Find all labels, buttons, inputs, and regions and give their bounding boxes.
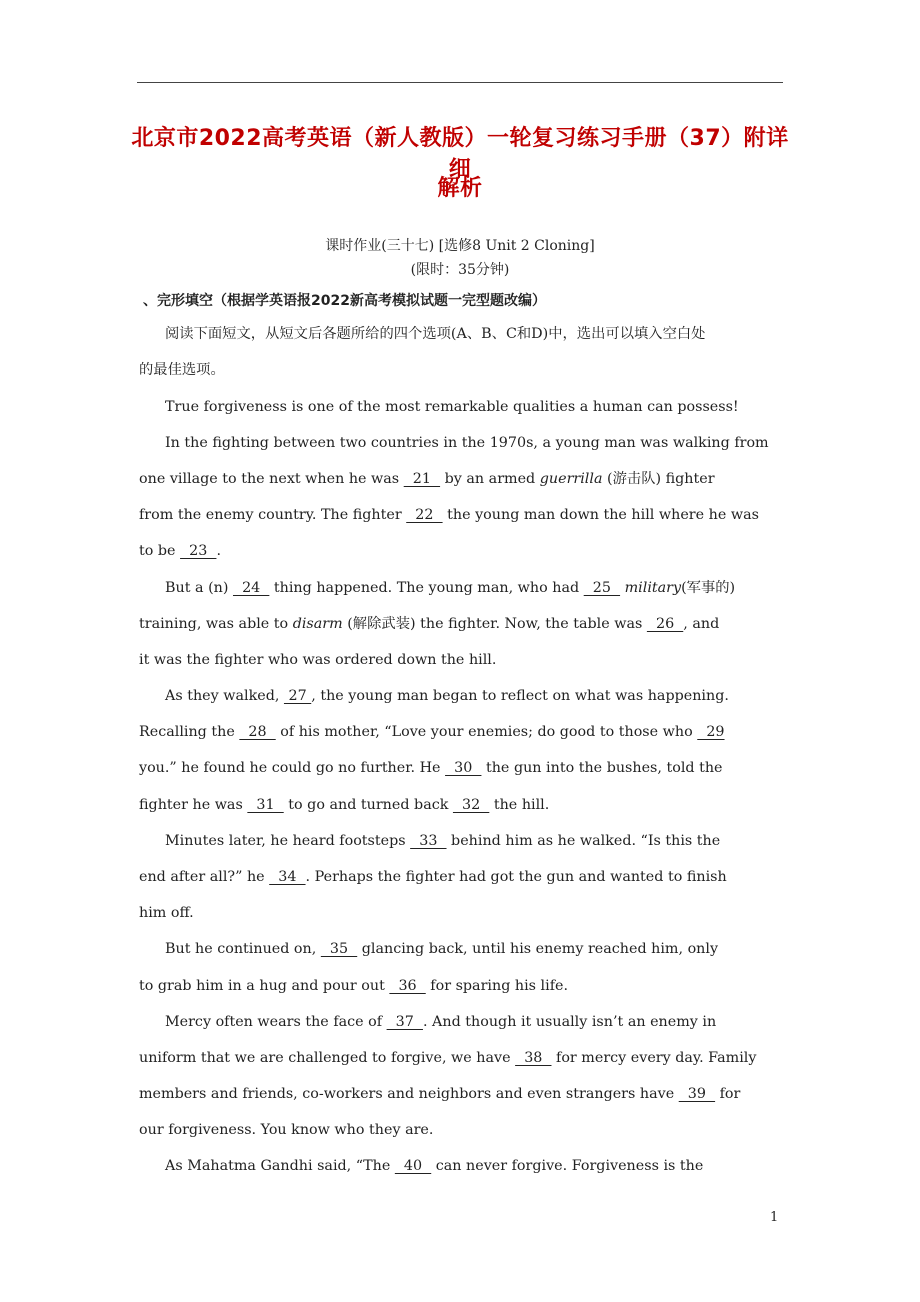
passage-line: Minutes later, he heard footsteps 33 behind him as he walked. “Is this the bbox=[165, 833, 721, 849]
passage-line: But he continued on, 35 glancing back, until his enemy reached him, only bbox=[165, 941, 719, 957]
blank-40: 40 bbox=[394, 1158, 432, 1174]
blank-37: 37 bbox=[386, 1014, 423, 1030]
document-title-line-1: 北京市2022高考英语（新人教版）一轮复习练习手册（37）附详细 bbox=[131, 126, 789, 182]
passage-line: end after all?” he 34 . Perhaps the fighter had got the gun and wanted to finish bbox=[139, 869, 727, 885]
passage-line: to be 23 . bbox=[139, 543, 221, 559]
passage-line: him off. bbox=[139, 905, 194, 921]
blank-23: 23 bbox=[180, 543, 217, 559]
passage-line: True forgiveness is one of the most remarkable qualities a human can possess! bbox=[165, 399, 739, 415]
passage-line: one village to the next when he was 21 by an armed guerrilla (游击队) fighter bbox=[139, 471, 715, 487]
assignment-subtitle: 课时作业(三十七) [选修8 Unit 2 Cloning] bbox=[325, 238, 595, 254]
passage-line: fighter he was 31 to go and turned back 32 the hill. bbox=[139, 797, 550, 813]
blank-25: 25 bbox=[583, 580, 621, 596]
blank-36: 36 bbox=[389, 978, 426, 994]
blank-38: 38 bbox=[515, 1050, 552, 1066]
passage-line: it was the fighter who was ordered down the hill. bbox=[139, 652, 497, 668]
instructions-line-1: 阅读下面短文，从短文后各题所给的四个选项(A、B、C和D)中，选出可以填入空白处 bbox=[165, 326, 706, 342]
passage-line: As Mahatma Gandhi said, “The 40 can never forgive. Forgiveness is the bbox=[165, 1158, 704, 1174]
blank-30: 30 bbox=[445, 760, 482, 776]
passage-line: our forgiveness. You know who they are. bbox=[139, 1122, 434, 1138]
passage-line: But a (n) 24 thing happened. The young man, who had 25 military(军事的) bbox=[165, 580, 736, 596]
blank-39: 39 bbox=[678, 1086, 716, 1102]
passage-line: members and friends, co-workers and neighbors and even strangers have 39 for bbox=[139, 1086, 741, 1102]
blank-21: 21 bbox=[403, 471, 441, 487]
passage-line: training, was able to disarm (解除武装) the fighter. Now, the table was 26 , and bbox=[139, 616, 720, 632]
passage-line: Mercy often wears the face of 37 . And though it usually isn’t an enemy in bbox=[165, 1014, 717, 1030]
passage-line: uniform that we are challenged to forgive, we have 38 for mercy every day. Family bbox=[139, 1050, 757, 1066]
passage-line: to grab him in a hug and pour out 36 for sparing his life. bbox=[139, 978, 568, 994]
passage-line: In the fighting between two countries in the 1970s, a young man was walking from bbox=[165, 435, 769, 451]
time-limit: (限时：35分钟) bbox=[410, 262, 510, 278]
instructions-line-2: 的最佳选项。 bbox=[139, 362, 225, 378]
passage-line: you.” he found he could go no further. He 30 the gun into the bushes, told the bbox=[139, 760, 723, 776]
blank-27: 27 bbox=[283, 688, 312, 704]
blank-29: 29 bbox=[697, 724, 725, 740]
header-rule bbox=[137, 82, 783, 83]
page-number: 1 bbox=[770, 1210, 779, 1225]
blank-32: 32 bbox=[452, 797, 490, 813]
blank-24: 24 bbox=[232, 580, 270, 596]
blank-35: 35 bbox=[320, 941, 358, 957]
blank-33: 33 bbox=[410, 833, 447, 849]
blank-34: 34 bbox=[269, 869, 306, 885]
passage-line: Recalling the 28 of his mother, “Love your enemies; do good to those who 29 bbox=[139, 724, 725, 740]
passage-line: As they walked, 27 , the young man began to reflect on what was happening. bbox=[165, 688, 729, 704]
blank-31: 31 bbox=[247, 797, 284, 813]
section-heading: 、完形填空（根据学英语报2022新高考模拟试题一完型题改编） bbox=[143, 293, 546, 309]
blank-28: 28 bbox=[239, 724, 276, 740]
blank-22: 22 bbox=[406, 507, 443, 523]
passage-line: from the enemy country. The fighter 22 the young man down the hill where he was bbox=[139, 507, 759, 523]
document-title-line-2: 解析 bbox=[437, 176, 483, 201]
blank-26: 26 bbox=[646, 616, 684, 632]
